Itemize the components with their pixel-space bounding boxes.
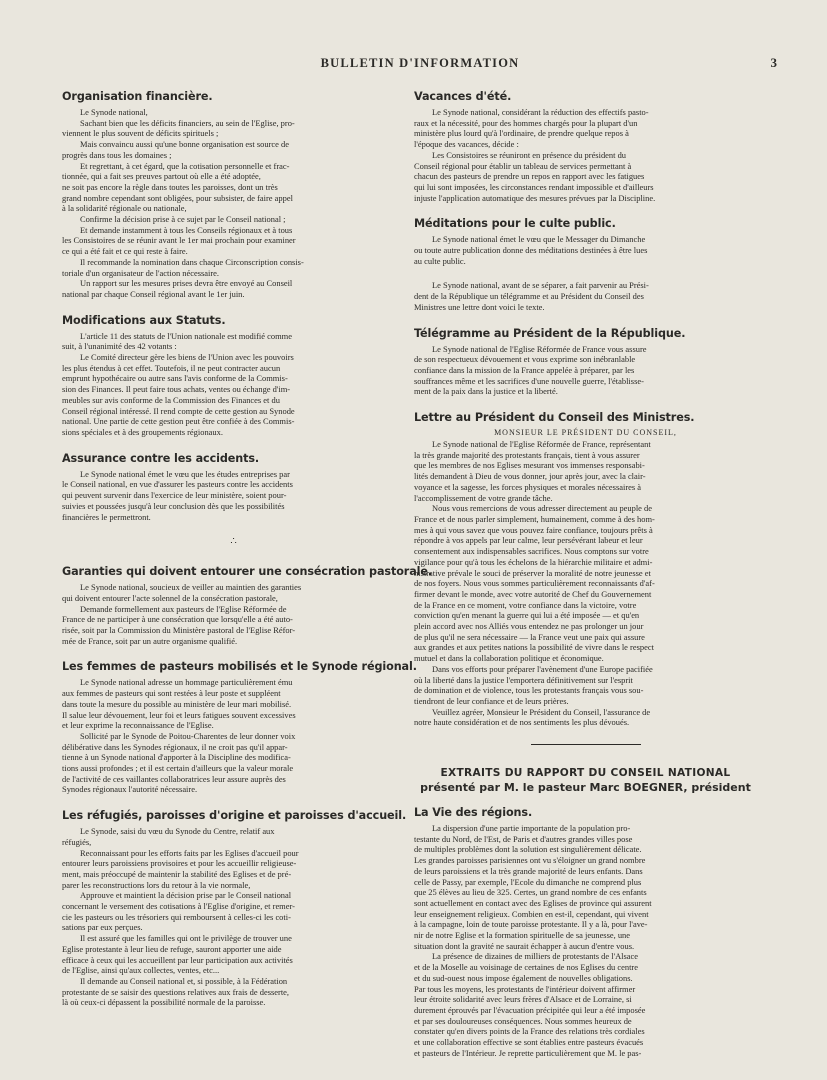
text-line: Il est assuré que les familles qui ont le privilège de trouver une: [80, 933, 292, 944]
text-line: Mais convaincu aussi qu'une bonne organisation est source de: [80, 139, 289, 150]
text-line: Reconnaissant pour les efforts faits par les Eglises d'accueil pour: [80, 847, 299, 858]
text-line: La dispersion d'une partie importante de la population pro-: [432, 823, 631, 834]
text-line: plein accord avec nos Alliés vous entendez ne pas prolonger un jour: [414, 621, 644, 632]
text-line: Il salue leur dévouement, leur foi et leurs fatigues souvent excessives: [62, 709, 296, 720]
text-line: et du sud-ouest nous impose également de nouvelles obligations.: [414, 972, 633, 983]
text-line: de son respectueux dévouement et vous exprime son inébranlable: [414, 354, 636, 365]
text-line: meubles sur avis conforme de la Commission des Finances et du: [62, 394, 280, 405]
text-line: répondre à vos appels par leur calme, leur persévérant labeur et leur: [414, 535, 643, 546]
text-line: de nos foyers. Nous vous sommes particulièrement reconnaissants d'af-: [414, 578, 655, 589]
text-line: mes à qui vous savez que vous pouvez faire confiance, toujours prêts à: [414, 524, 653, 535]
left-section-5: [62, 809, 405, 1008]
extract-heading: EXTRAITS DU RAPPORT DU CONSEIL NATIONAL: [440, 767, 731, 780]
text-line: Veuillez agréer, Monsieur le Président du Conseil, l'assurance de: [432, 706, 651, 717]
section-title: Vacances d'été.: [414, 90, 512, 103]
text-line: Le Synode national émet le vœu que les études entreprises par: [80, 468, 290, 479]
section-title: Télégramme au Président de la République.: [414, 326, 686, 340]
text-line: à la campagne, loin de toute paroisse protestante. Il y a là, pour l'ave-: [414, 919, 648, 930]
text-line: Demande formellement aux pasteurs de l'Eglise Réformée de: [80, 603, 287, 614]
text-line: firmer devant le monde, avec votre autorité de Chef du Gouvernement: [414, 588, 652, 599]
text-line: ministère plus lourd qu'à l'ordinaire, de prendre quelque repos à: [414, 128, 629, 139]
text-line: délibérative dans les Synodes régionaux, il ne croit pas qu'il appar-: [62, 741, 288, 752]
text-line: nistrative prévale le souci de préserver la moralité de notre jeunesse et: [414, 567, 651, 578]
text-line: ment, mais préoccupé de maintenir la stabilité des Eglises et de pré-: [62, 868, 292, 879]
text-line: celle de Passy, par exemple, l'Ecole du dimanche ne comprend plus: [414, 876, 642, 887]
text-line: sion des Finances. Il peut faire tous achats, ventes ou échange d'im-: [62, 384, 291, 395]
page-number: 3: [770, 55, 777, 70]
text-line: efficace à ceux qui les accueillent par leur participation aux activités: [62, 954, 293, 965]
text-line: de domination et de violence, tous les protestants français vous sou-: [414, 685, 644, 696]
text-line: Nous vous remercions de vous adresser directement au peuple de: [432, 503, 653, 514]
text-line: Le Synode national, soucieux de veiller au maintien des garanties: [80, 582, 302, 593]
text-line: là où ceux-ci dépassent la possibilité normale de la paroisse.: [62, 997, 266, 1008]
text-line: durement éprouvés par l'évacuation précipitée qui leur a été imposée: [414, 1005, 646, 1015]
text-line: France de ne participer à une consécration que lorsqu'elle a été auto-: [62, 614, 293, 625]
text-line: Ministres une lettre dont voici le texte.: [414, 301, 545, 312]
text-line: Le Synode national,: [80, 107, 148, 117]
right-section-4: [414, 411, 757, 728]
text-line: dent de la République un télégramme et au Président du Conseil des: [414, 291, 644, 302]
text-line: tienne à un Synode national d'apporter à la Discipline des modifica-: [62, 752, 291, 763]
right-section-1: [414, 217, 757, 266]
text-line: dans toute la mesure du possible au ministère de leur mari mobilisé.: [62, 698, 292, 709]
text-line: qui doivent entourer l'acte solennel de la consécration pastorale,: [62, 592, 278, 603]
text-line: le Conseil national, en vue d'assurer les pasteurs contre les accidents: [62, 479, 293, 490]
text-line: vigilance pour qu'à tous les échelons de la hiérarchie militaire et admi-: [414, 556, 653, 567]
section-title: Organisation financière.: [62, 90, 213, 103]
text-line: Le Synode national émet le vœu que le Messager du Dimanche: [432, 234, 646, 245]
text-line: mutuel et dans la collaboration politique et économique.: [414, 653, 604, 664]
text-line: tionnée, qui a fait ses preuves partout où elle a été adoptée,: [62, 171, 261, 182]
text-line: la très grande majorité des protestants français, tient à vous assurer: [414, 449, 640, 460]
text-line: Il demande au Conseil national et, si possible, à la Fédération: [80, 976, 288, 986]
right-section-3: [414, 327, 757, 398]
text-line: constater qu'en divers points de la France des relations très cordiales: [414, 1026, 645, 1037]
text-line: de la France en ce moment, votre confiance dans la victoire, votre: [414, 599, 637, 610]
text-line: de plus qu'il ne sera nécessaire — la France veut une paix qui assure: [414, 631, 645, 642]
text-line: sions spéciales et à des groupements régionaux.: [62, 426, 223, 437]
text-line: Le Synode national de l'Eglise Réformée de France vous assure: [432, 343, 647, 354]
text-line: Par tous les moyens, les protestants de l'intérieur doivent affirmer: [414, 983, 636, 994]
text-line: Le Comité directeur gère les biens de l'Union avec les pouvoirs: [80, 352, 294, 363]
text-line: France et de nous parler simplement, humainement, comme à des hom-: [414, 513, 655, 524]
text-line: injuste l'application automatique des mesures prévues par la Discipline.: [414, 192, 656, 203]
text-line: et de la Moselle au voisinage de certaines de nos Eglises du centre: [414, 962, 638, 973]
letter-salutation: MONSIEUR LE PRÉSIDENT DU CONSEIL,: [494, 428, 677, 438]
text-line: Le Synode national, considérant la réduction des effectifs pasto-: [432, 107, 649, 117]
text-line: Approuve et maintient la décision prise par le Conseil national: [80, 890, 292, 901]
text-line: conviction qu'en menant la guerre qui lui a été imposée — et qu'en: [414, 610, 640, 621]
left-section-2: [62, 452, 405, 523]
text-line: situation dont la gravité ne saurait échapper à aucun d'entre vous.: [414, 940, 635, 951]
text-line: tions aussi profondes ; et il est certain d'ailleurs que la valeur morale: [62, 763, 294, 774]
text-line: toriale d'un organisateur de l'action nécessaire.: [62, 267, 220, 278]
text-line: Dans vos efforts pour préparer l'avènement d'une Europe pacifiée: [432, 663, 653, 674]
text-line: chacun des pasteurs de prendre un repos en rapport avec les fatigues: [414, 171, 645, 182]
text-line: aux femmes de pasteurs qui sont restées à leur poste et suppléent: [62, 688, 281, 699]
text-line: Un rapport sur les mesures prises devra être envoyé au Conseil: [80, 278, 293, 289]
text-line: Et demande instamment à tous les Conseils régionaux et à tous: [80, 224, 293, 235]
text-line: sations par eux perçues.: [62, 922, 143, 933]
text-line: où la liberté dans la justice l'emportera définitivement sur l'esprit: [414, 674, 633, 685]
text-line: entourer leurs paroissiens provisoires et pour les accueillir religieuse-: [62, 858, 297, 869]
text-line: leur étroite solidarité avec leurs frères d'Alsace et de Lorraine, si: [414, 994, 632, 1005]
text-line: et une collaboration effective se sont établies entre pasteurs évacués: [414, 1037, 644, 1048]
text-line: Le Synode national, avant de se séparer, a fait parvenir au Prési-: [432, 280, 649, 291]
text-line: nir de notre Eglise et la formation spirituelle de sa jeunesse, une: [414, 930, 631, 941]
text-line: Le Synode, saisi du vœu du Synode du Centre, relatif aux: [80, 826, 275, 837]
section-ornament: ∴: [230, 536, 237, 548]
text-line: les Consistoires de se réunir avant le 1er mai prochain pour examiner: [62, 235, 296, 246]
extract-subheading: présenté par M. le pasteur Marc BOEGNER, président: [420, 781, 751, 795]
section-title: Les réfugiés, paroisses d'origine et paroisses d'accueil.: [62, 809, 407, 823]
text-line: Conseil régional intéressé. Il rend compte de cette gestion au Synode: [62, 405, 295, 416]
text-line: et par ses douloureuses conséquences. Nous sommes heureux de: [414, 1015, 632, 1026]
text-line: Les grandes paroisses parisiennes ont vu s'éloigner un grand nombre: [414, 855, 646, 866]
section-title: Modifications aux Statuts.: [62, 313, 226, 327]
text-line: protestante de se saisir des questions relatives aux frais de desserte,: [62, 986, 290, 997]
text-line: Sollicité par le Synode de Poitou-Charentes de leur donner voix: [80, 730, 296, 741]
text-line: et leur exprime la reconnaissance de l'Eglise.: [62, 720, 214, 731]
text-line: leur enseignement religieux. Combien en est-il, cependant, qui vivent: [414, 908, 649, 919]
text-line: Les Consistoires se réuniront en présence du président du: [432, 149, 627, 160]
text-line: aux grandes et aux petites nations la possibilité de vivre dans le respect: [414, 642, 654, 653]
section-title: Les femmes de pasteurs mobilisés et le Synode régional.: [62, 660, 417, 674]
text-line: notre haute considération et de nos sentiments les plus dévoués.: [414, 717, 630, 728]
left-section-4: [62, 660, 417, 795]
text-line: Il recommande la nomination dans chaque Circonscription consis-: [80, 256, 304, 267]
text-line: l'accomplissement de votre grande tâche.: [414, 492, 553, 503]
text-line: qui lui sont imposées, les circonstances rendant impossible et d'ailleurs: [414, 181, 654, 192]
text-line: lités demandent à Dieu de vous donner, jour après jour, avec la clair-: [414, 471, 646, 482]
text-line: tiendront de leur confiance et de leurs prières.: [414, 695, 569, 706]
section-title: La Vie des régions.: [414, 806, 533, 820]
text-line: de multiples problèmes dont la solution est singulièrement délicate.: [414, 844, 642, 855]
text-line: raux et la nécessité, pour des hommes chargés pour la plupart d'un: [414, 117, 638, 128]
running-title: BULLETIN D'INFORMATION: [320, 56, 520, 70]
text-line: risée, soit par la Commission du Ministère pastoral de l'Eglise Réfor-: [62, 625, 296, 636]
text-line: grand nombre cependant sont obligées, pour subsister, de faire appel: [62, 192, 293, 203]
text-line: parer les reconstructions lors du retour à la vie normale,: [62, 879, 251, 890]
text-line: L'article 11 des statuts de l'Union nationale est modifié comme: [80, 330, 292, 341]
text-line: suivies et poussées jusqu'à leur conclusion dès que les possibilités: [62, 500, 285, 511]
section-title: Assurance contre les accidents.: [62, 451, 260, 465]
right-section-2: [414, 280, 757, 312]
text-line: l'époque des vacances, décide :: [414, 139, 519, 150]
text-line: réfugiés,: [62, 836, 92, 847]
text-line: qui peuvent survenir dans l'exercice de leur ministère, soient pour-: [62, 490, 287, 501]
text-line: à la solidarité régionale ou nationale,: [62, 203, 187, 214]
text-line: viennent le plus souvent de déficits spirituels ;: [62, 128, 219, 139]
text-line: testante du Nord, de l'Est, de Paris et d'autres grandes villes pose: [414, 833, 633, 844]
text-line: confiance dans la mission de la France appelée à préparer, par les: [414, 364, 635, 375]
text-line: au culte public.: [414, 255, 466, 266]
section-title: Méditations pour le culte public.: [414, 217, 616, 231]
text-line: Confirme la décision prise à ce sujet par le Conseil national ;: [80, 214, 286, 225]
right-column: [414, 90, 757, 1073]
text-line: et pasteurs de l'Intérieur. Je reprette particulièrement que M. le pas-: [414, 1047, 642, 1058]
text-line: ment de la paix dans la justice et la liberté.: [414, 386, 558, 397]
text-line: souffrances même et les sacrifices d'une nouvelle guerre, l'établisse-: [414, 375, 644, 386]
text-line: Sachant bien que les déficits financiers, au sein de l'Eglise, pro-: [80, 117, 295, 128]
text-line: Conseil régional pour établir un tableau de services permettant à: [414, 160, 632, 171]
text-line: national. Une partie de cette gestion peut être confiée à des Commis-: [62, 416, 295, 427]
text-line: mée de France, soit par un autre organisme qualifié.: [62, 635, 238, 646]
text-line: emprunt hypothécaire ou autre sans l'avis conforme de la Commis-: [62, 373, 288, 384]
text-line: Eglise protestante à leur lieu de refuge, sauront apporter une aide: [62, 943, 282, 954]
right-section-0: [414, 90, 757, 203]
text-line: que 25 élèves au lieu de 325. Certes, un grand nombre de ces enfants: [414, 887, 647, 898]
extract-section: [414, 806, 757, 1058]
text-line: ou toute autre publication donne des méditations destinées à être lues: [414, 245, 648, 256]
text-line: sont actuellement en contact avec des Eglises de province qui assurent: [414, 897, 652, 908]
left-section-0: [62, 90, 405, 300]
text-line: de leurs paroissiens et la très grande majorité de leurs enfants. Dans: [414, 865, 643, 876]
left-section-1: [62, 314, 405, 438]
text-line: national par chaque Conseil régional avant le 1er juin.: [62, 288, 245, 299]
text-line: de l'Eglise, ainsi qu'aux collectes, ventes, etc...: [62, 965, 220, 976]
text-line: concernant le versement des cotisations à l'Eglise d'origine, et remer-: [62, 901, 295, 912]
text-line: financières le permettront.: [62, 511, 151, 522]
text-line: Et regrettant, à cet égard, que la cotisation personnelle et frac-: [80, 160, 290, 171]
section-title: Garanties qui doivent entourer une consécration pastorale.: [62, 565, 433, 579]
text-line: La présence de dizaines de milliers de protestants de l'Alsace: [432, 951, 639, 962]
text-line: de l'activité de ces vaillantes collaboratrices leur assure auprès des: [62, 773, 286, 784]
text-line: Le Synode national adresse un hommage particulièrement ému: [80, 677, 293, 688]
text-line: consentement aux indispensables sacrifices. Nous comptons sur votre: [414, 546, 649, 557]
text-line: que les membres de nos Eglises mesurant vos immenses responsabi-: [414, 460, 645, 471]
left-column: [62, 90, 433, 1022]
left-section-3: [62, 565, 433, 646]
text-line: ne soit pas encore la règle dans toutes les paroisses, dont un très: [62, 181, 278, 192]
text-line: suit, à l'unanimité des 42 votants :: [62, 341, 177, 352]
text-line: cie les pasteurs ou les trésoriers qui remboursent à celles-ci les coti-: [62, 911, 291, 922]
text-line: Le Synode national de l'Eglise Réformée de France, représentant: [432, 439, 651, 450]
text-line: les plus étendus à cet effet. Toutefois, il ne peut contracter aucun: [62, 362, 281, 373]
text-line: ce qui a été fait et ce qui reste à faire.: [62, 246, 188, 257]
separator-rule: [531, 744, 641, 745]
text-line: voyance et la sagesse, les forces physiques et morales nécessaires à: [414, 481, 642, 492]
text-line: progrès dans tous les domaines ;: [62, 149, 172, 160]
text-line: Synodes régionaux l'autorité nécessaire.: [62, 784, 198, 795]
section-title: Lettre au Président du Conseil des Ministres.: [414, 411, 695, 425]
